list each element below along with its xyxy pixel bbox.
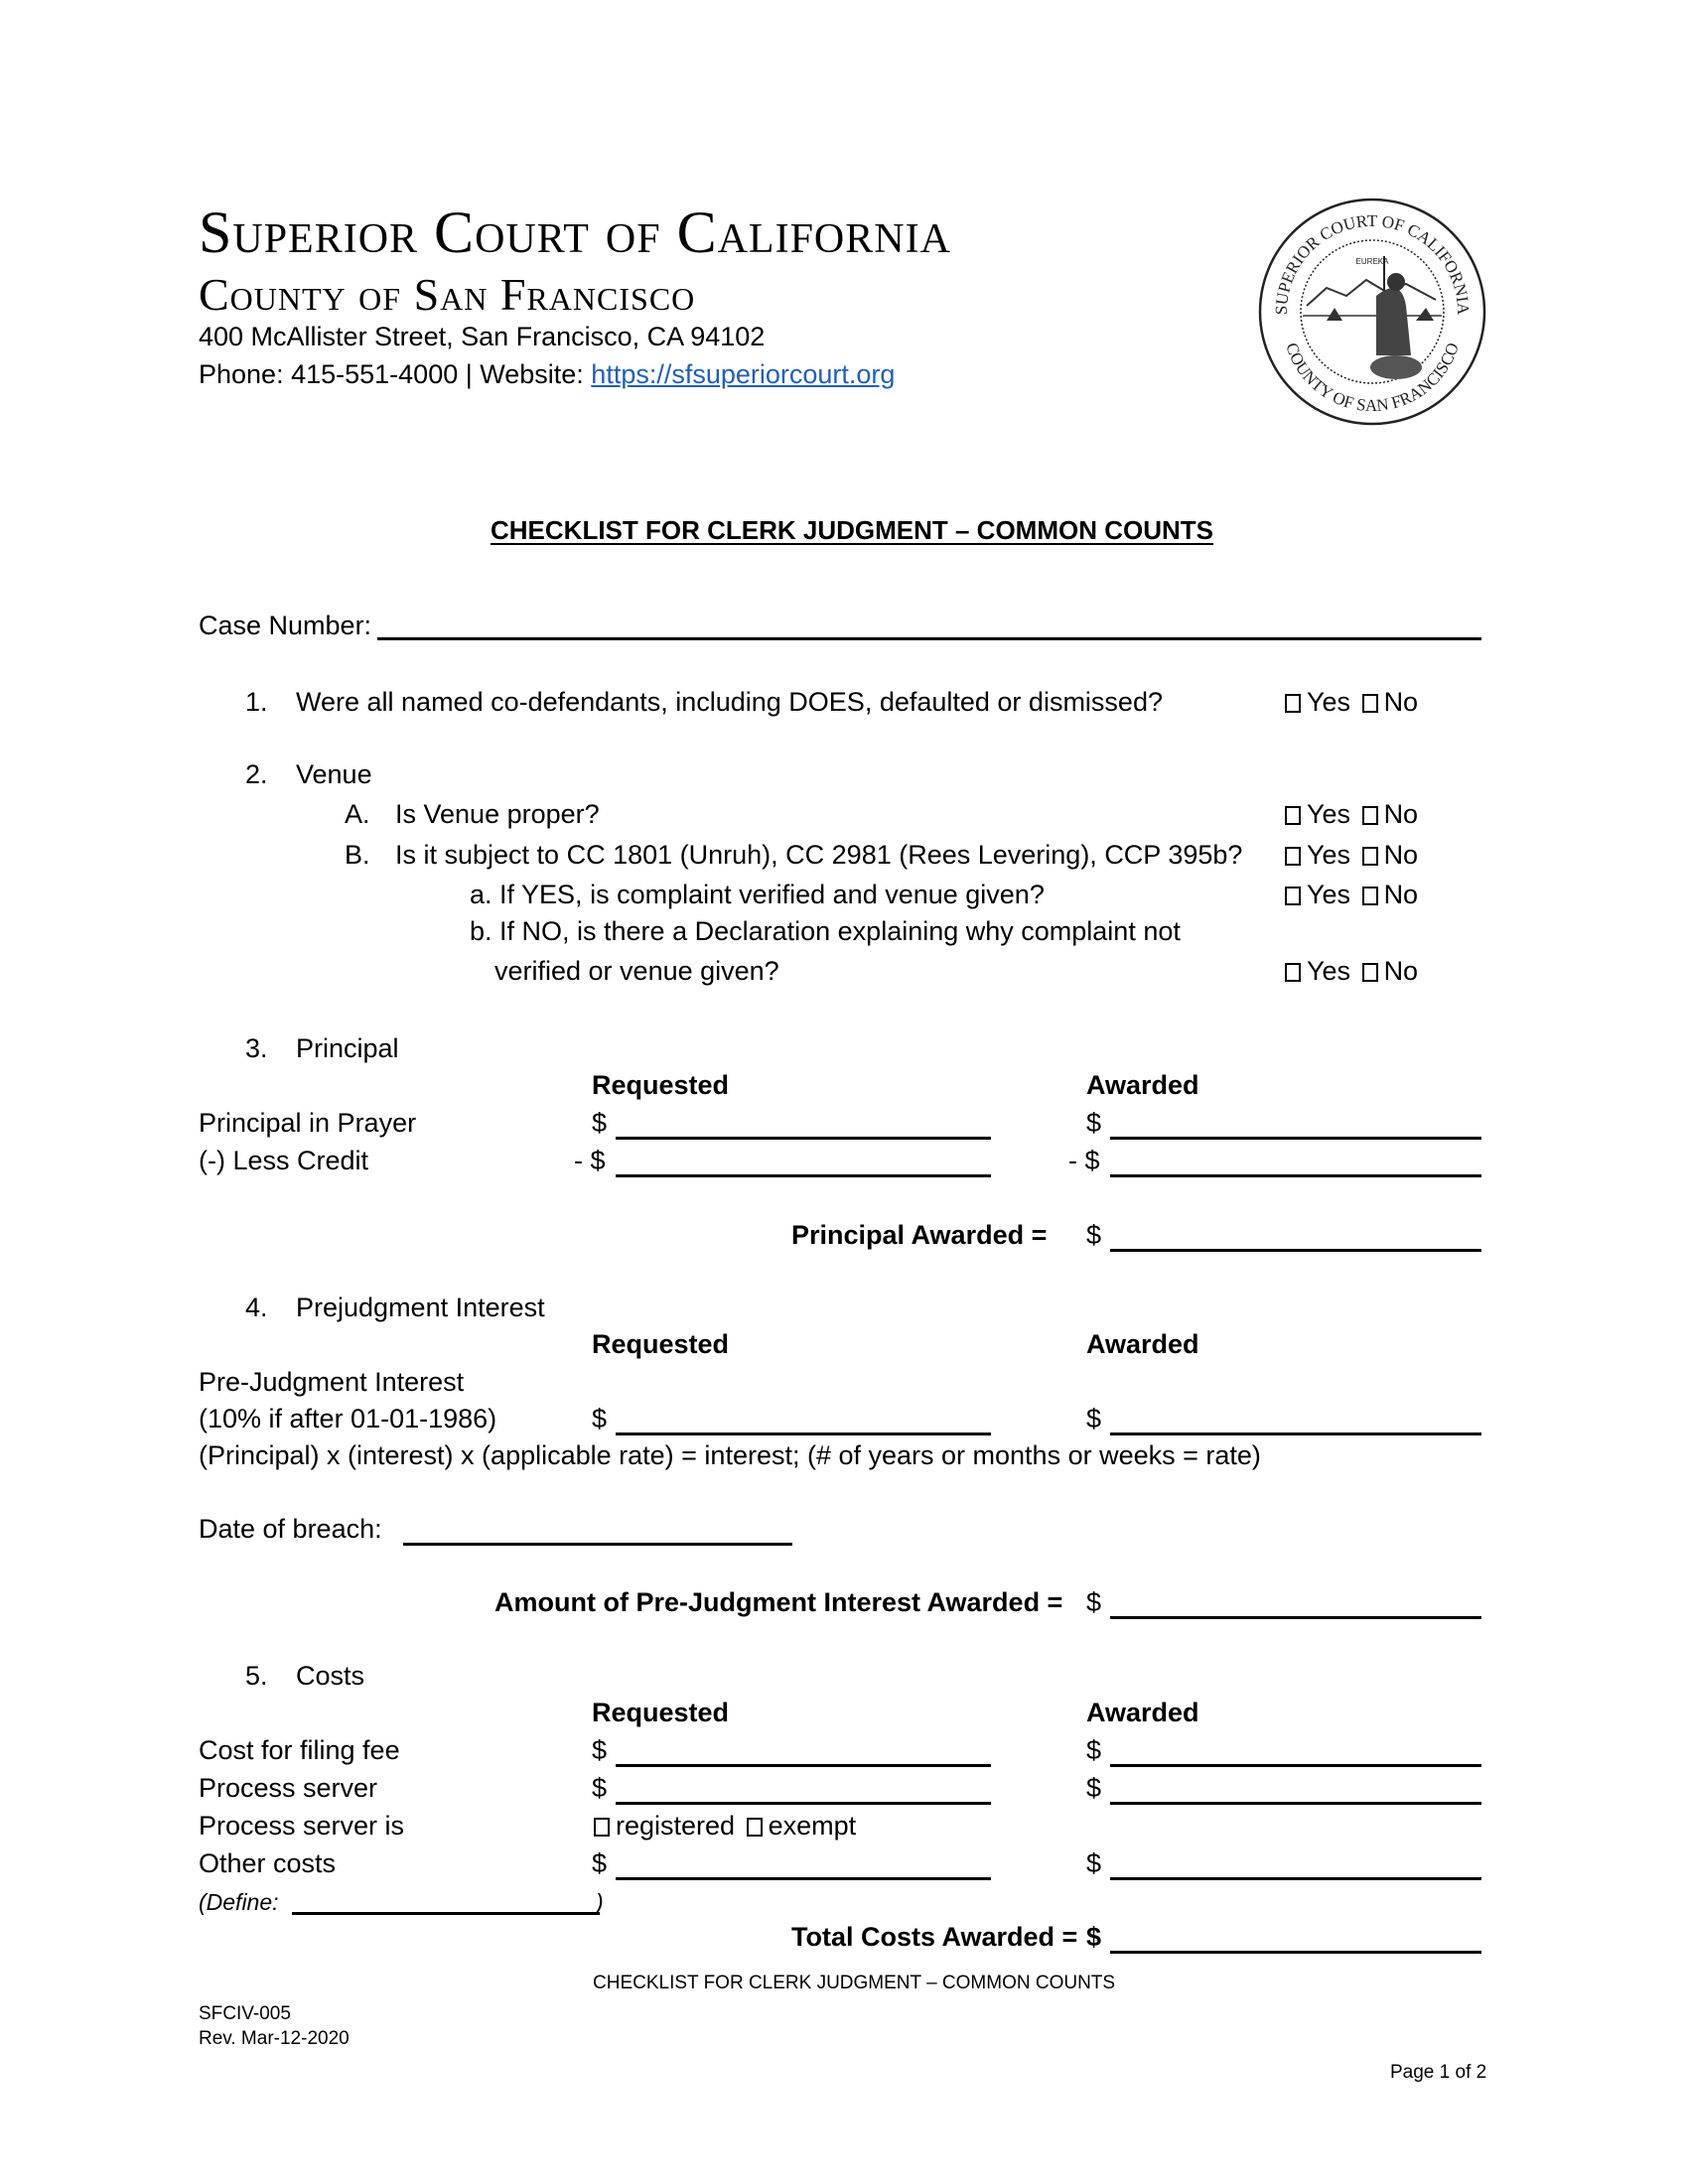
- exempt-label: exempt: [768, 1811, 857, 1841]
- define-close-paren: ): [596, 1889, 604, 1915]
- yes-checkbox[interactable]: [1285, 887, 1301, 905]
- form-id: SFCIV-005: [199, 2003, 291, 2024]
- other-costs-label: Other costs: [199, 1848, 337, 1878]
- section-2bb-question-line2: verified or venue given?: [494, 956, 779, 986]
- section-1-number: 1.: [245, 687, 268, 717]
- dollar-sign: $: [592, 1848, 608, 1878]
- process-server-is-label: Process server is: [199, 1811, 405, 1841]
- footer-form-title: CHECKLIST FOR CLERK JUDGMENT – COMMON COUNTS: [593, 1973, 1116, 1993]
- no-checkbox[interactable]: [1362, 963, 1378, 982]
- section-3-awarded-header: Awarded: [1086, 1070, 1199, 1100]
- no-label: No: [1383, 840, 1419, 870]
- dollar-sign: $: [1086, 1922, 1102, 1952]
- minus-dollar-sign: - $: [1068, 1146, 1100, 1175]
- yes-label: Yes: [1307, 956, 1351, 986]
- no-label: No: [1383, 687, 1419, 717]
- section-2a-yes-no: [1285, 801, 1418, 828]
- section-3-title: Principal: [296, 1033, 399, 1063]
- section-2b-question: Is it subject to CC 1801 (Unruh), CC 2981 (Rees Levering), CCP 395b?: [395, 840, 1243, 870]
- define-label: (Define:: [199, 1889, 279, 1915]
- section-2bb-question-line1: b. If NO, is there a Declaration explaining why complaint not: [470, 916, 1181, 946]
- section-4-number: 4.: [245, 1293, 268, 1322]
- minus-dollar-sign: - $: [574, 1146, 606, 1175]
- yes-checkbox[interactable]: [1285, 963, 1301, 982]
- define-other-costs-field[interactable]: [292, 1890, 600, 1915]
- contact-line: [199, 361, 895, 388]
- interest-awarded-field[interactable]: [1110, 1411, 1481, 1435]
- section-2b-yes-no: [1285, 842, 1418, 869]
- yes-label: Yes: [1307, 799, 1351, 829]
- dollar-sign: $: [1086, 1735, 1102, 1765]
- section-2-title: Venue: [296, 759, 372, 789]
- svg-text:EUREKA: EUREKA: [1355, 257, 1389, 266]
- form-title: CHECKLIST FOR CLERK JUDGMENT – COMMON COUNTS: [491, 515, 1213, 545]
- principal-awarded-total-field[interactable]: [1110, 1227, 1481, 1252]
- process-server-label: Process server: [199, 1773, 378, 1803]
- county-name: County of San Francisco: [199, 269, 696, 320]
- total-costs-awarded-field[interactable]: [1110, 1929, 1481, 1954]
- dollar-sign: $: [1086, 1220, 1102, 1250]
- dollar-sign: $: [1086, 1773, 1102, 1803]
- case-number-label: Case Number:: [199, 611, 372, 640]
- form-revision: Rev. Mar-12-2020: [199, 2028, 350, 2049]
- section-3-number: 3.: [245, 1033, 268, 1063]
- exempt-checkbox[interactable]: [747, 1818, 763, 1837]
- section-2a-question: Is Venue proper?: [395, 799, 600, 829]
- section-5-number: 5.: [245, 1661, 268, 1691]
- no-checkbox[interactable]: [1362, 694, 1378, 713]
- interest-formula: (Principal) x (interest) x (applicable rate) = interest; (# of years or months or weeks = rate): [199, 1440, 1261, 1470]
- no-label: No: [1383, 880, 1419, 909]
- less-credit-requested-field[interactable]: [616, 1153, 991, 1177]
- yes-checkbox[interactable]: [1285, 806, 1301, 825]
- court-name: Superior Court of California: [199, 200, 951, 265]
- no-checkbox[interactable]: [1362, 887, 1378, 905]
- process-server-status-options: [594, 1813, 856, 1840]
- dollar-sign: $: [592, 1735, 608, 1765]
- court-seal-icon: [1257, 197, 1487, 427]
- case-number-field[interactable]: [377, 615, 1481, 640]
- section-2b-marker: B.: [345, 840, 370, 870]
- filing-fee-label: Cost for filing fee: [199, 1735, 400, 1765]
- principal-awarded-total-label: Principal Awarded =: [791, 1220, 1048, 1250]
- section-5-title: Costs: [296, 1661, 365, 1691]
- date-of-breach-field[interactable]: [403, 1521, 792, 1546]
- interest-awarded-total-field[interactable]: [1110, 1594, 1481, 1619]
- section-4-requested-header: Requested: [592, 1329, 730, 1359]
- section-5-requested-header: Requested: [592, 1698, 730, 1727]
- section-5-awarded-header: Awarded: [1086, 1698, 1199, 1727]
- registered-checkbox[interactable]: [594, 1818, 610, 1837]
- section-1-yes-no: [1285, 689, 1418, 716]
- section-2ba-question: a. If YES, is complaint verified and venue given?: [470, 880, 1045, 909]
- total-costs-awarded-label: Total Costs Awarded =: [791, 1922, 1078, 1952]
- yes-label: Yes: [1307, 840, 1351, 870]
- prejudgment-interest-label: Pre-Judgment Interest: [199, 1367, 465, 1397]
- dollar-sign: $: [1086, 1587, 1102, 1617]
- section-2-number: 2.: [245, 759, 268, 789]
- interest-awarded-total-label: Amount of Pre-Judgment Interest Awarded =: [494, 1587, 1063, 1617]
- dollar-sign: $: [1086, 1848, 1102, 1878]
- dollar-sign: $: [592, 1108, 608, 1138]
- svg-text:SUPERIOR COURT OF CALIFORNIA: SUPERIOR COURT OF CALIFORNIA: [1271, 210, 1474, 316]
- interest-requested-field[interactable]: [616, 1411, 991, 1435]
- less-credit-awarded-field[interactable]: [1110, 1153, 1481, 1177]
- dollar-sign: $: [1086, 1404, 1102, 1433]
- date-of-breach-label: Date of breach:: [199, 1514, 382, 1544]
- principal-awarded-field[interactable]: [1110, 1115, 1481, 1140]
- yes-label: Yes: [1307, 687, 1351, 717]
- section-2bb-yes-no: [1285, 958, 1418, 985]
- svg-text:COUNTY OF SAN FRANCISCO: COUNTY OF SAN FRANCISCO: [1282, 340, 1463, 416]
- dollar-sign: $: [592, 1404, 608, 1433]
- less-credit-label: (-) Less Credit: [199, 1146, 369, 1175]
- website-link[interactable]: https://sfsuperiorcourt.org: [591, 359, 896, 389]
- no-label: No: [1383, 956, 1419, 986]
- process-server-requested-field[interactable]: [616, 1780, 991, 1805]
- process-server-awarded-field[interactable]: [1110, 1780, 1481, 1805]
- registered-label: registered: [616, 1811, 736, 1841]
- other-costs-requested-field[interactable]: [616, 1855, 991, 1880]
- no-checkbox[interactable]: [1362, 847, 1378, 866]
- section-1-question: Were all named co-defendants, including DOES, defaulted or dismissed?: [296, 687, 1163, 717]
- section-4-title: Prejudgment Interest: [296, 1293, 545, 1322]
- yes-checkbox[interactable]: [1285, 847, 1301, 866]
- other-costs-awarded-field[interactable]: [1110, 1855, 1481, 1880]
- phone-label: Phone: 415-551-4000 | Website:: [199, 359, 592, 389]
- principal-requested-field[interactable]: [616, 1115, 991, 1140]
- no-label: No: [1383, 799, 1419, 829]
- no-checkbox[interactable]: [1362, 806, 1378, 825]
- section-2a-marker: A.: [345, 799, 370, 829]
- dollar-sign: $: [592, 1773, 608, 1803]
- dollar-sign: $: [1086, 1108, 1102, 1138]
- filing-fee-awarded-field[interactable]: [1110, 1742, 1481, 1767]
- yes-checkbox[interactable]: [1285, 694, 1301, 713]
- page-number: Page 1 of 2: [1390, 2062, 1487, 2083]
- prejudgment-interest-rate-note: (10% if after 01-01-1986): [199, 1404, 497, 1433]
- section-3-requested-header: Requested: [592, 1070, 730, 1100]
- court-address: 400 McAllister Street, San Francisco, CA 94102: [199, 322, 766, 351]
- principal-in-prayer-label: Principal in Prayer: [199, 1108, 417, 1138]
- section-4-awarded-header: Awarded: [1086, 1329, 1199, 1359]
- yes-label: Yes: [1307, 880, 1351, 909]
- filing-fee-requested-field[interactable]: [616, 1742, 991, 1767]
- section-2ba-yes-no: [1285, 882, 1418, 908]
